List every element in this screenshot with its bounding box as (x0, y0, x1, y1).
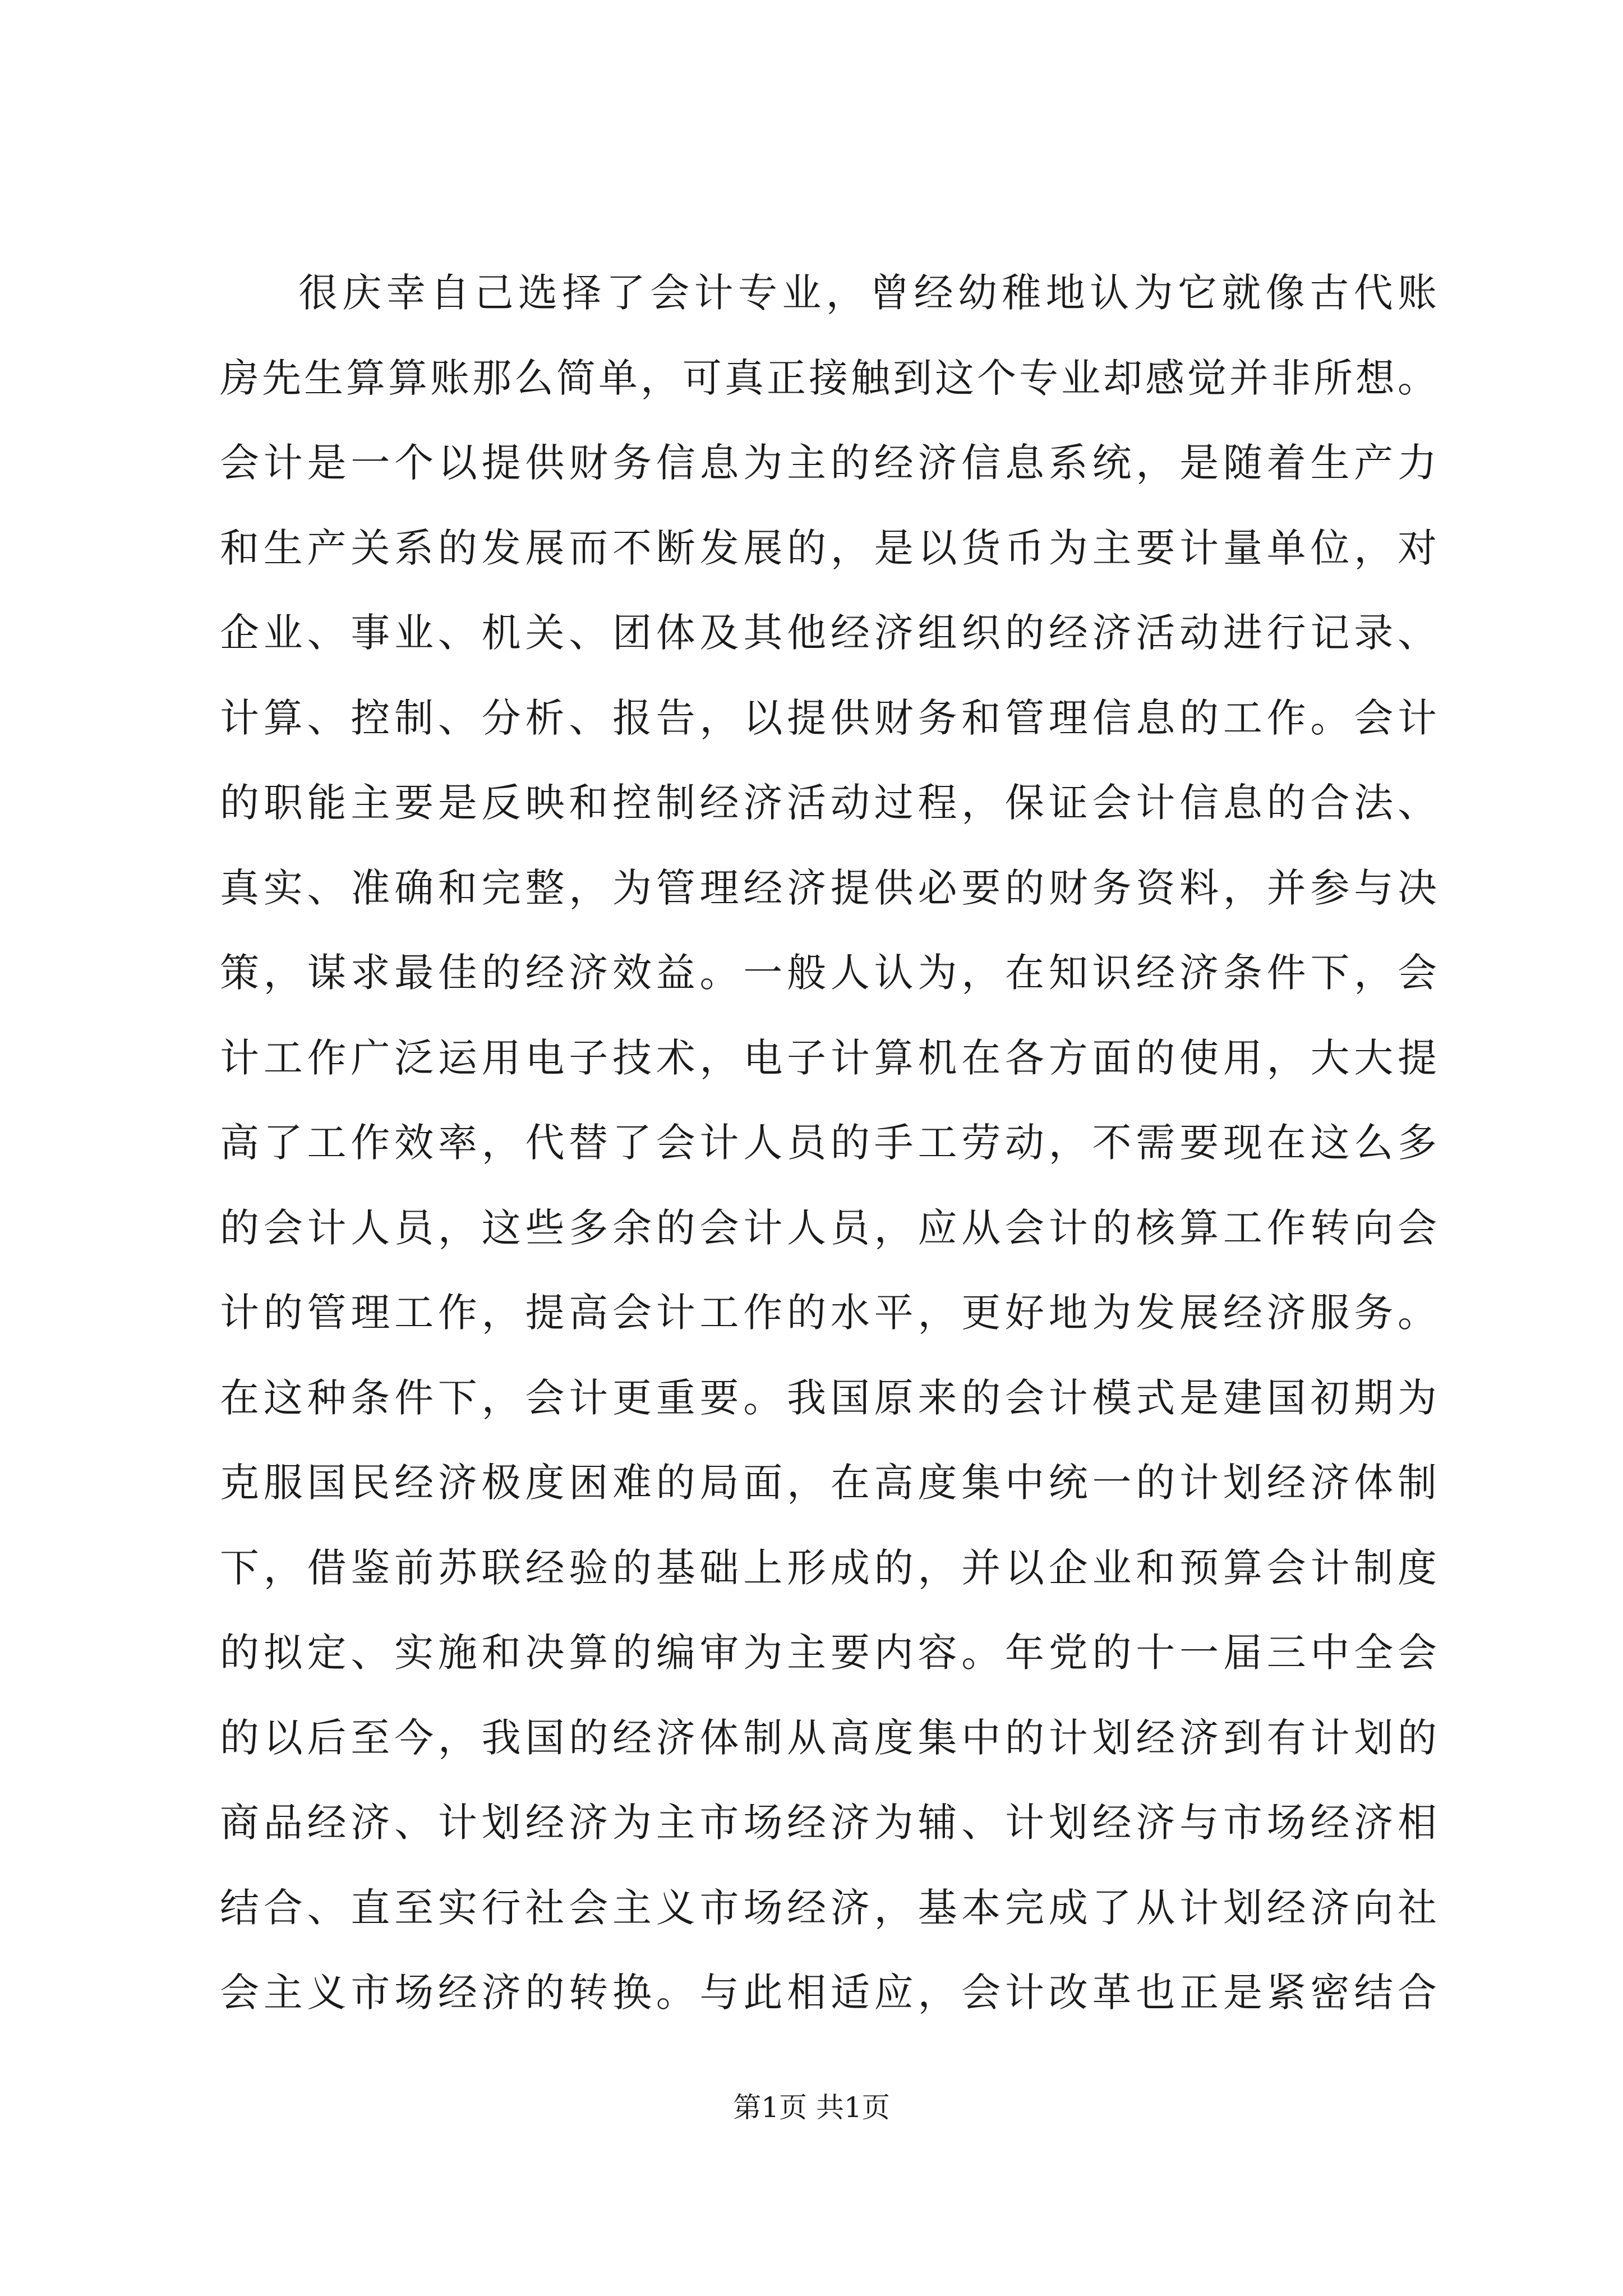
paragraph-line: 会主义市场经济的转换。与此相适应，会计改革也正是紧密结合 (220, 1970, 1437, 2016)
paragraph-line: 真实、准确和完整，为管理经济提供必要的财务资料，并参与决 (220, 865, 1437, 911)
paragraph-line: 结合、直至实行社会主义市场经济，基本完成了从计划经济向社 (220, 1885, 1437, 1931)
page-footer: 第1页 共1页 (733, 2091, 890, 2124)
paragraph-line: 计算、控制、分析、报告，以提供财务和管理信息的工作。会计 (220, 695, 1437, 741)
paragraph-line: 的会计人员，这些多余的会计人员，应从会计的核算工作转向会 (220, 1205, 1437, 1251)
paragraph-line: 高了工作效率，代替了会计人员的手工劳动，不需要现在这么多 (220, 1120, 1437, 1166)
paragraph-line: 和生产关系的发展而不断发展的，是以货币为主要计量单位，对 (220, 525, 1437, 571)
paragraph-line: 在这种条件下，会计更重要。我国原来的会计模式是建国初期为 (220, 1375, 1437, 1421)
paragraph-line: 的拟定、实施和决算的编审为主要内容。年党的十一届三中全会 (220, 1630, 1437, 1676)
paragraph-line: 企业、事业、机关、团体及其他经济组织的经济活动进行记录、 (220, 610, 1437, 656)
paragraph-line: 会计是一个以提供财务信息为主的经济信息系统，是随着生产力 (220, 440, 1437, 486)
paragraph-line: 商品经济、计划经济为主市场经济为辅、计划经济与市场经济相 (220, 1800, 1437, 1846)
paragraph-line: 的职能主要是反映和控制经济活动过程，保证会计信息的合法、 (220, 780, 1437, 826)
paragraph-line: 房先生算算账那么简单，可真正接触到这个专业却感觉并非所想。 (220, 355, 1437, 401)
paragraph-line: 很庆幸自己选择了会计专业，曾经幼稚地认为它就像古代账 (298, 270, 1437, 316)
paragraph-line: 克服国民经济极度困难的局面，在高度集中统一的计划经济体制 (220, 1460, 1437, 1506)
paragraph-line: 策，谋求最佳的经济效益。一般人认为，在知识经济条件下，会 (220, 950, 1437, 996)
paragraph-line: 计工作广泛运用电子技术，电子计算机在各方面的使用，大大提 (220, 1035, 1437, 1081)
paragraph-line: 计的管理工作，提高会计工作的水平，更好地为发展经济服务。 (220, 1290, 1437, 1336)
paragraph-line: 的以后至今，我国的经济体制从高度集中的计划经济到有计划的 (220, 1715, 1437, 1761)
paragraph-line: 下，借鉴前苏联经验的基础上形成的，并以企业和预算会计制度 (220, 1545, 1437, 1591)
